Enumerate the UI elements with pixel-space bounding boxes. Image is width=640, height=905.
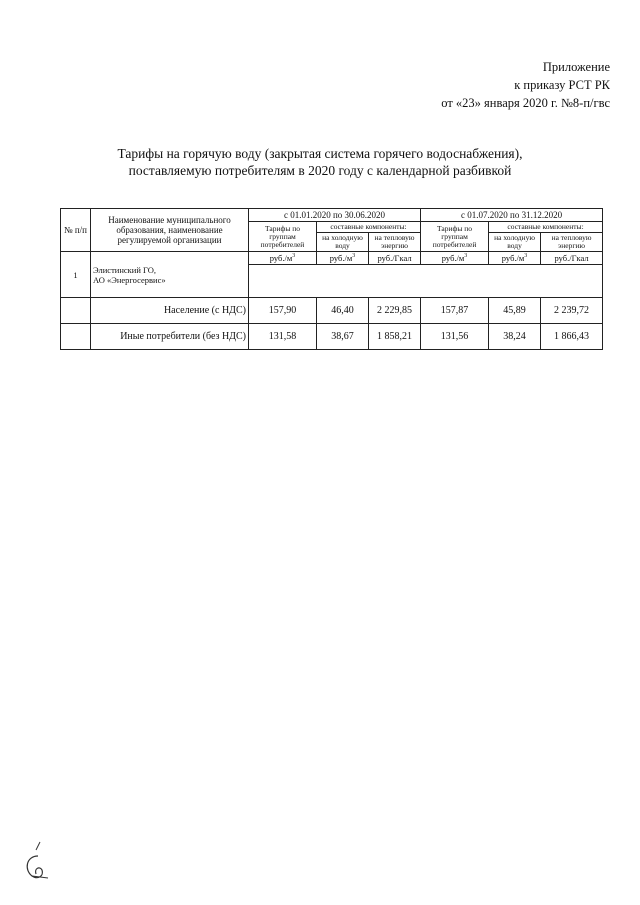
org-name-line-2: АО «Энергосервис» (93, 274, 166, 285)
appendix-line-1: Приложение (542, 60, 610, 74)
header-p1-tariff: Тарифы по группам потребителей (249, 222, 317, 252)
row-p1-heat: 2 229,85 (369, 298, 421, 324)
row-p1-cold: 38,67 (317, 324, 369, 350)
header-row-periods (61, 209, 603, 222)
appendix-line-2: к приказу РСТ РК (514, 78, 610, 92)
unit-sup: 3 (464, 253, 468, 260)
org-name-line-1: Элистинский ГО, (93, 264, 156, 275)
row-label: Иные потребители (без НДС) (91, 324, 249, 350)
unit-p2-heat: руб./Гкал (541, 252, 603, 265)
header-p1-cold: на холодную воду (317, 233, 369, 252)
unit-sup: 3 (352, 253, 356, 260)
unit-text: руб./м (269, 253, 293, 263)
tariffs-table (60, 208, 603, 350)
row-label: Население (с НДС) (91, 298, 249, 324)
unit-sup: 3 (524, 253, 528, 260)
row-num-empty (61, 324, 91, 350)
header-p2-heat: на тепловую энергию (541, 233, 603, 252)
header-period-2: с 01.07.2020 по 31.12.2020 (421, 209, 603, 222)
table-row (61, 298, 603, 324)
unit-text: руб./м (441, 253, 465, 263)
title-line-2: поставляемую потребителям в 2020 году с календарной разбивкой (128, 163, 512, 178)
header-num: № п/п (61, 209, 91, 252)
unit-p2-tariff (421, 252, 489, 265)
header-p2-cold: на холодную воду (489, 233, 541, 252)
header-p2-tariff: Тарифы по группам потребителей (421, 222, 489, 252)
header-org-name: Наименование муниципального образования, наименование регулируемой организации (91, 209, 249, 252)
org-name (91, 252, 249, 298)
header-period-1: с 01.01.2020 по 30.06.2020 (249, 209, 421, 222)
row-num-empty (61, 298, 91, 324)
document-title (0, 145, 640, 179)
unit-text: руб./м (501, 253, 525, 263)
header-p1-components: составные компоненты: (317, 222, 421, 233)
unit-p1-tariff (249, 252, 317, 265)
appendix-line-3: от «23» января 2020 г. №8-п/гвс (441, 96, 610, 110)
unit-p2-cold (489, 252, 541, 265)
row-p1-tariff: 157,90 (249, 298, 317, 324)
unit-text: руб./м (329, 253, 353, 263)
row-p2-cold: 45,89 (489, 298, 541, 324)
row-p1-heat: 1 858,21 (369, 324, 421, 350)
appendix-header (441, 58, 610, 112)
header-p1-heat: на тепловую энергию (369, 233, 421, 252)
org-spacer (249, 265, 603, 298)
org-number: 1 (61, 252, 91, 298)
table-row (61, 324, 603, 350)
unit-p1-heat: руб./Гкал (369, 252, 421, 265)
title-line-1: Тарифы на горячую воду (закрытая система горячего водоснабжения), (117, 146, 523, 161)
unit-p1-cold (317, 252, 369, 265)
row-p2-tariff: 131,56 (421, 324, 489, 350)
row-p2-heat: 1 866,43 (541, 324, 603, 350)
row-p2-cold: 38,24 (489, 324, 541, 350)
header-p2-components: составные компоненты: (489, 222, 603, 233)
units-row (61, 252, 603, 265)
row-p2-tariff: 157,87 (421, 298, 489, 324)
unit-sup: 3 (292, 253, 296, 260)
row-p2-heat: 2 239,72 (541, 298, 603, 324)
signature-mark (18, 840, 58, 890)
row-p1-tariff: 131,58 (249, 324, 317, 350)
row-p1-cold: 46,40 (317, 298, 369, 324)
